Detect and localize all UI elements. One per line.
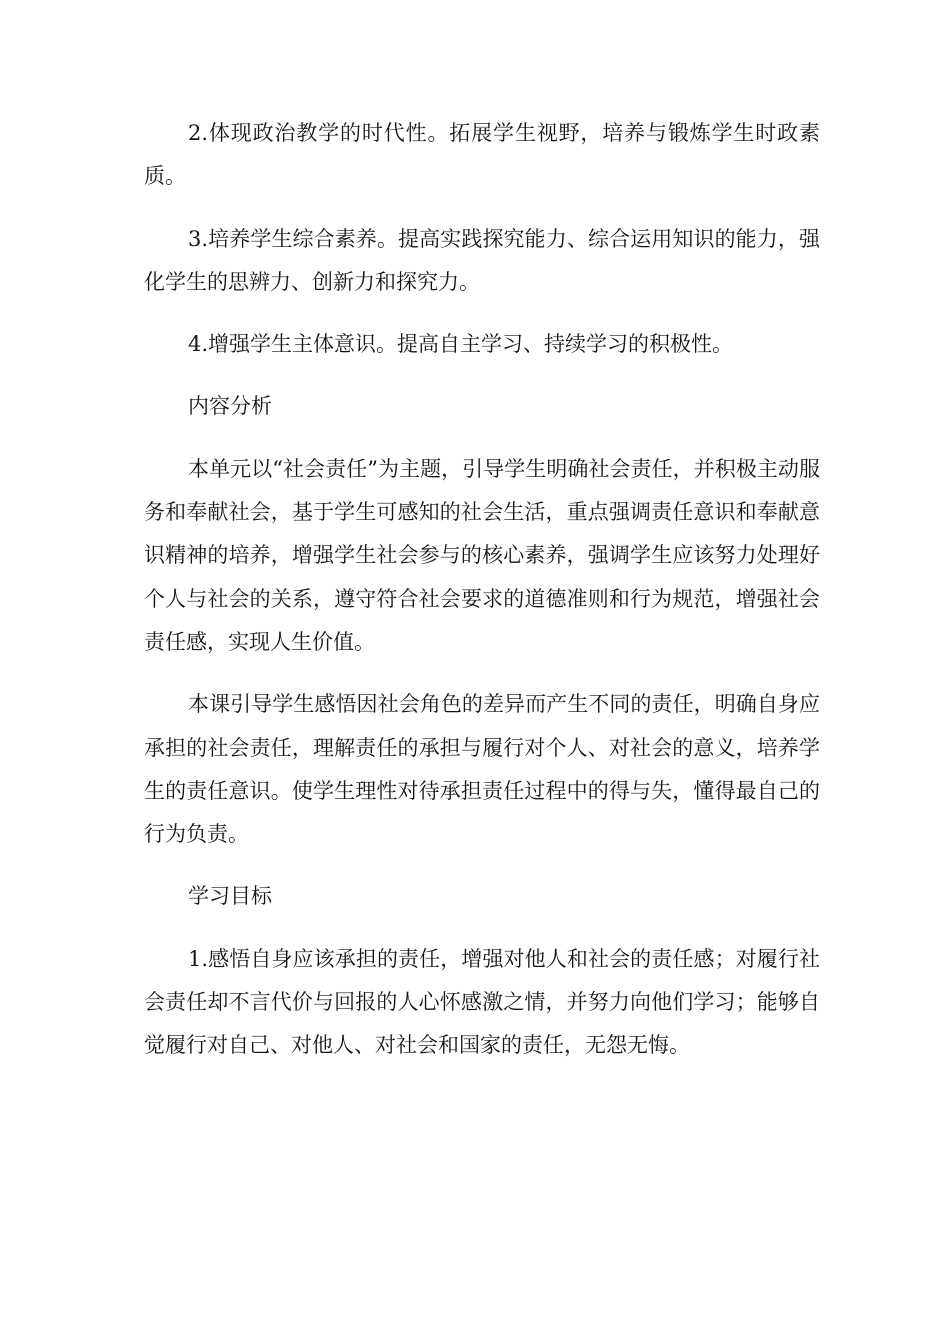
paragraph-goal-2: 2.体现政治教学的时代性。拓展学生视野，培养与锻炼学生时政素质。 — [144, 121, 820, 189]
paragraph-goal-3: 3.培养学生综合素养。提高实践探究能力、综合运用知识的能力，强化学生的思辨力、创新力和探究力。 — [144, 226, 820, 294]
document-body — [144, 112, 820, 1087]
paragraph-objective-1: 1.感悟自身应该承担的责任，增强对他人和社会的责任感；对履行社会责任却不言代价与回报的人心怀感激之情，并努力向他们学习；能够自觉履行对自己、对他人、对社会和国家的责任，无怨无悔。 — [144, 946, 820, 1058]
paragraph-lesson-analysis: 本课引导学生感悟因社会角色的差异而产生不同的责任，明确自身应承担的社会责任，理解责任的承担与履行对个人、对社会的意义，培养学生的责任意识。使学生理性对待承担责任过程中的得与失，懂得最自己的行为负责。 — [144, 692, 820, 847]
section-heading-learning-objectives: 学习目标 — [188, 884, 272, 909]
paragraph-unit-analysis: 本单元以“社会责任”为主题，引导学生明确社会责任，并积极主动服务和奉献社会，基于学生可感知的社会生活，重点强调责任意识和奉献意识精神的培养，增强学生社会参与的核心素养，强调学生应该努力处理好个人与社会的关系，遵守符合社会要求的道德准则和行为规范，增强社会责任感，实现人生价值。 — [144, 456, 820, 654]
section-heading-content-analysis: 内容分析 — [188, 394, 272, 419]
paragraph-goal-4: 4.增强学生主体意识。提高自主学习、持续学习的积极性。 — [188, 332, 734, 357]
